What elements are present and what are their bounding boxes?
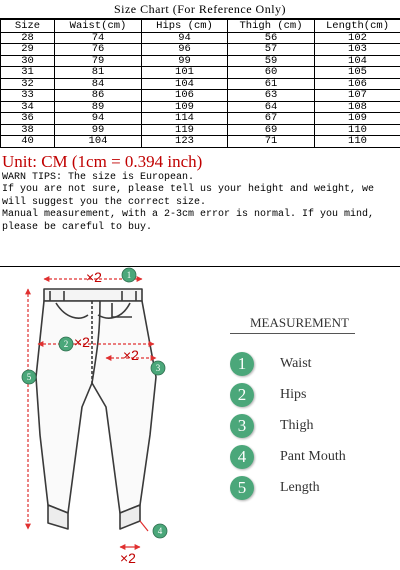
legend-item-hips	[230, 383, 395, 414]
multiplier-label: ×2	[74, 334, 90, 350]
table-cell: 40	[1, 136, 55, 148]
legend-label: Hips	[280, 387, 307, 402]
column-header: Length(cm)	[315, 20, 400, 33]
svg-text:4: 4	[157, 526, 163, 536]
legend-label: Thigh	[280, 418, 314, 433]
tip-line: Manual measurement, with a 2-3cm error is normal. If you mind, please be careful to buy.	[2, 209, 375, 233]
table-cell: 104	[142, 78, 228, 90]
unit-note: Unit: CM (1cm = 0.394 inch)	[2, 151, 203, 171]
table-cell: 102	[315, 32, 400, 44]
marker-waist	[122, 268, 136, 282]
size-table-body	[1, 32, 400, 147]
pants-diagram	[0, 267, 225, 570]
legend-item-thigh	[230, 414, 395, 445]
table-cell: 60	[228, 67, 315, 79]
table-cell: 108	[315, 101, 400, 113]
legend-number-badge: 4	[230, 445, 254, 469]
table-cell: 79	[55, 55, 142, 67]
table-cell: 81	[55, 67, 142, 79]
legend-label: Length	[280, 480, 320, 495]
table-row	[1, 124, 400, 136]
table-cell: 84	[55, 78, 142, 90]
table-cell: 123	[142, 136, 228, 148]
table-cell: 105	[315, 67, 400, 79]
table-cell: 61	[228, 78, 315, 90]
table-cell: 99	[55, 124, 142, 136]
multiplier-label: ×2	[123, 347, 139, 363]
size-chart-title: Size Chart (For Reference Only)	[0, 0, 400, 19]
table-cell: 59	[228, 55, 315, 67]
legend-number-badge: 2	[230, 383, 254, 407]
marker-hips	[59, 337, 73, 351]
table-cell: 76	[55, 44, 142, 56]
table-cell: 104	[55, 136, 142, 148]
table-cell: 89	[55, 101, 142, 113]
legend-number-badge: 5	[230, 476, 254, 500]
table-cell: 71	[228, 136, 315, 148]
table-cell: 63	[228, 90, 315, 102]
table-row	[1, 101, 400, 113]
table-cell: 36	[1, 113, 55, 125]
table-cell: 86	[55, 90, 142, 102]
legend-item-waist	[230, 352, 395, 383]
legend-label: Pant Mouth	[280, 449, 346, 464]
marker-thigh	[151, 361, 165, 375]
table-row	[1, 55, 400, 67]
tips-block	[0, 172, 400, 235]
legend-list	[230, 352, 395, 507]
table-cell: 106	[142, 90, 228, 102]
table-cell: 28	[1, 32, 55, 44]
pants-outline	[36, 289, 156, 529]
table-cell: 29	[1, 44, 55, 56]
table-row	[1, 67, 400, 79]
measurement-legend	[230, 312, 395, 507]
table-cell: 69	[228, 124, 315, 136]
multiplier-label: ×2	[120, 550, 136, 566]
legend-label: Waist	[280, 356, 312, 371]
table-cell: 33	[1, 90, 55, 102]
table-cell: 94	[55, 113, 142, 125]
table-cell: 38	[1, 124, 55, 136]
legend-number-badge: 3	[230, 414, 254, 438]
table-cell: 103	[315, 44, 400, 56]
tip-line: WARN TIPS: The size is European.	[2, 171, 195, 183]
legend-item-pant-mouth	[230, 445, 395, 476]
table-cell: 99	[142, 55, 228, 67]
table-cell: 104	[315, 55, 400, 67]
legend-number-badge: 1	[230, 352, 254, 376]
table-cell: 30	[1, 55, 55, 67]
table-cell: 109	[142, 101, 228, 113]
table-row	[1, 32, 400, 44]
column-header: Waist(cm)	[55, 20, 142, 33]
table-cell: 74	[55, 32, 142, 44]
legend-item-length	[230, 476, 395, 507]
legend-title: MEASUREMENT	[230, 315, 355, 334]
table-header-row	[1, 20, 400, 33]
table-row	[1, 78, 400, 90]
marker-length	[22, 370, 36, 384]
table-row	[1, 136, 400, 148]
column-header: Hips (cm)	[142, 20, 228, 33]
svg-text:1: 1	[126, 270, 132, 280]
table-row	[1, 44, 400, 56]
multiplier-label: ×2	[86, 269, 102, 285]
table-cell: 56	[228, 32, 315, 44]
table-cell: 67	[228, 113, 315, 125]
table-cell: 94	[142, 32, 228, 44]
table-cell: 107	[315, 90, 400, 102]
table-cell: 64	[228, 101, 315, 113]
size-table	[0, 19, 400, 148]
table-cell: 110	[315, 136, 400, 148]
column-header: Size	[1, 20, 55, 33]
table-cell: 106	[315, 78, 400, 90]
table-cell: 32	[1, 78, 55, 90]
table-cell: 34	[1, 101, 55, 113]
tip-line: If you are not sure, please tell us your height and weight, we will suggest you the correct size.	[2, 184, 375, 208]
svg-text:3: 3	[155, 363, 161, 373]
svg-text:2: 2	[63, 339, 69, 349]
table-cell: 101	[142, 67, 228, 79]
table-cell: 109	[315, 113, 400, 125]
marker-pant-mouth	[153, 524, 167, 538]
table-row	[1, 113, 400, 125]
table-cell: 57	[228, 44, 315, 56]
table-cell: 114	[142, 113, 228, 125]
table-cell: 110	[315, 124, 400, 136]
column-header: Thigh (cm)	[228, 20, 315, 33]
table-row	[1, 90, 400, 102]
table-cell: 31	[1, 67, 55, 79]
table-cell: 96	[142, 44, 228, 56]
svg-text:5: 5	[26, 372, 32, 382]
table-cell: 119	[142, 124, 228, 136]
